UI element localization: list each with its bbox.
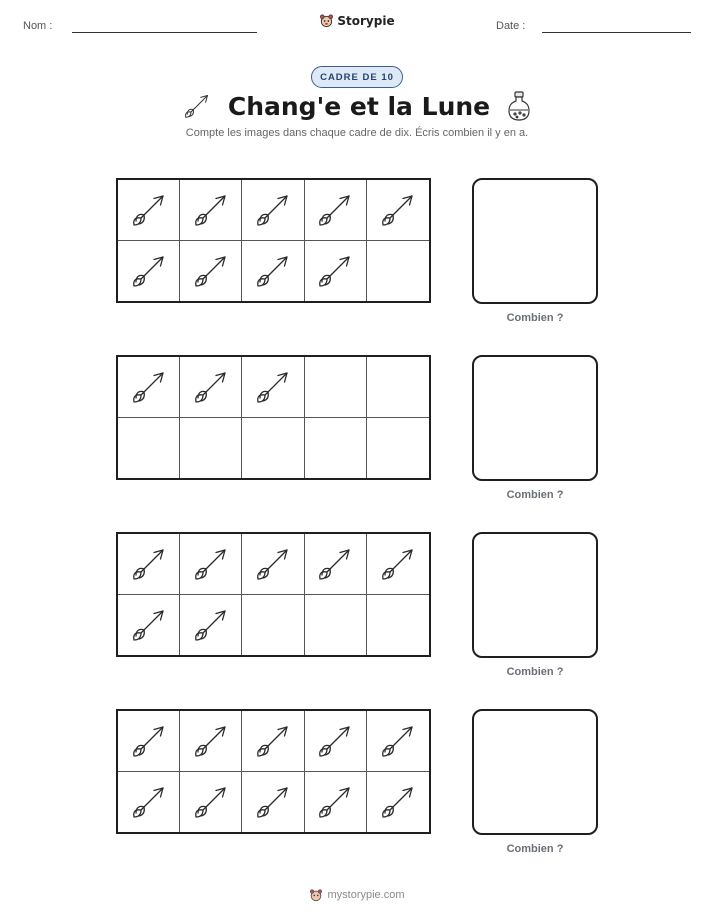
arrow-icon (191, 544, 231, 584)
arrow-icon (315, 251, 355, 291)
frame-cell (367, 418, 429, 479)
frame-cell (180, 711, 242, 772)
frame-cell (305, 180, 367, 241)
brand-name: Storypie (337, 13, 395, 28)
frame-cell (305, 595, 367, 656)
arrow-icon (129, 190, 169, 230)
frame-cell (367, 711, 429, 772)
ten-frame-4 (116, 709, 431, 834)
frame-cell (305, 241, 367, 302)
frame-cell (367, 772, 429, 833)
arrow-icon (129, 367, 169, 407)
frame-cell (305, 772, 367, 833)
frame-cell (118, 711, 180, 772)
frame-cell (305, 418, 367, 479)
frame-cell (180, 241, 242, 302)
arrow-icon (253, 367, 293, 407)
frame-cell (242, 241, 304, 302)
name-label: Nom : (23, 20, 53, 32)
arrow-icon (253, 251, 293, 291)
arrow-icon (191, 782, 231, 822)
brand-logo (0, 13, 714, 33)
combien-label-3: Combien ? (506, 666, 564, 678)
arrow-icon (253, 190, 293, 230)
ten-frame-2 (116, 355, 431, 480)
arrow-icon (315, 544, 355, 584)
instructions: Compte les images dans chaque cadre de dix. Écris combien il y en a. (185, 127, 529, 139)
arrow-icon (253, 782, 293, 822)
combien-label-4: Combien ? (506, 843, 564, 855)
frame-cell (118, 595, 180, 656)
arrow-icon (191, 251, 231, 291)
frame-cell (242, 772, 304, 833)
frame-cell (242, 534, 304, 595)
frame-cell (242, 418, 304, 479)
footer (0, 888, 714, 902)
arrow-icon (378, 782, 418, 822)
frame-cell (242, 711, 304, 772)
arrow-icon (129, 251, 169, 291)
frame-cell (367, 534, 429, 595)
arrow-icon (253, 721, 293, 761)
combien-label-1: Combien ? (506, 312, 564, 324)
answer-box-3[interactable] (472, 532, 598, 658)
frame-cell (242, 357, 304, 418)
frame-cell (118, 241, 180, 302)
frame-cell (305, 711, 367, 772)
mascot-icon (319, 13, 334, 28)
worksheet-type-badge: CADRE DE 10 (311, 66, 403, 88)
frame-cell (367, 241, 429, 302)
footer-site: mystorypie.com (327, 889, 405, 901)
ten-frame-3 (116, 532, 431, 657)
arrow-icon (129, 721, 169, 761)
arrow-icon (191, 721, 231, 761)
arrow-icon (315, 190, 355, 230)
frame-cell (118, 357, 180, 418)
arrow-icon (378, 544, 418, 584)
answer-box-2[interactable] (472, 355, 598, 481)
frame-cell (242, 180, 304, 241)
answer-box-4[interactable] (472, 709, 598, 835)
arrow-icon (191, 190, 231, 230)
frame-cell (180, 772, 242, 833)
arrow-icon (253, 544, 293, 584)
arrow-icon (378, 190, 418, 230)
frame-cell (180, 534, 242, 595)
date-label: Date : (496, 20, 526, 32)
frame-cell (118, 772, 180, 833)
frame-cell (118, 180, 180, 241)
arrow-icon (315, 721, 355, 761)
arrow-icon (191, 367, 231, 407)
frame-cell (367, 357, 429, 418)
arrow-icon (129, 782, 169, 822)
frame-cell (367, 595, 429, 656)
arrow-icon (129, 605, 169, 645)
answer-box-1[interactable] (472, 178, 598, 304)
frame-cell (180, 357, 242, 418)
frame-cell (180, 418, 242, 479)
arrow-icon (315, 782, 355, 822)
frame-cell (180, 180, 242, 241)
frame-cell (367, 180, 429, 241)
frame-cell (118, 418, 180, 479)
frame-cell (180, 595, 242, 656)
page-title: Chang'e et la Lune (227, 91, 491, 121)
ten-frame-1 (116, 178, 431, 303)
potion-bottle-icon (506, 90, 532, 122)
frame-cell (242, 595, 304, 656)
arrow-icon (129, 544, 169, 584)
frame-cell (118, 534, 180, 595)
frame-cell (305, 357, 367, 418)
arrow-icon (378, 721, 418, 761)
arrow-icon (191, 605, 231, 645)
date-field[interactable] (542, 32, 691, 33)
mascot-icon (309, 888, 323, 902)
combien-label-2: Combien ? (506, 489, 564, 501)
frame-cell (305, 534, 367, 595)
arrow-icon (182, 91, 212, 121)
